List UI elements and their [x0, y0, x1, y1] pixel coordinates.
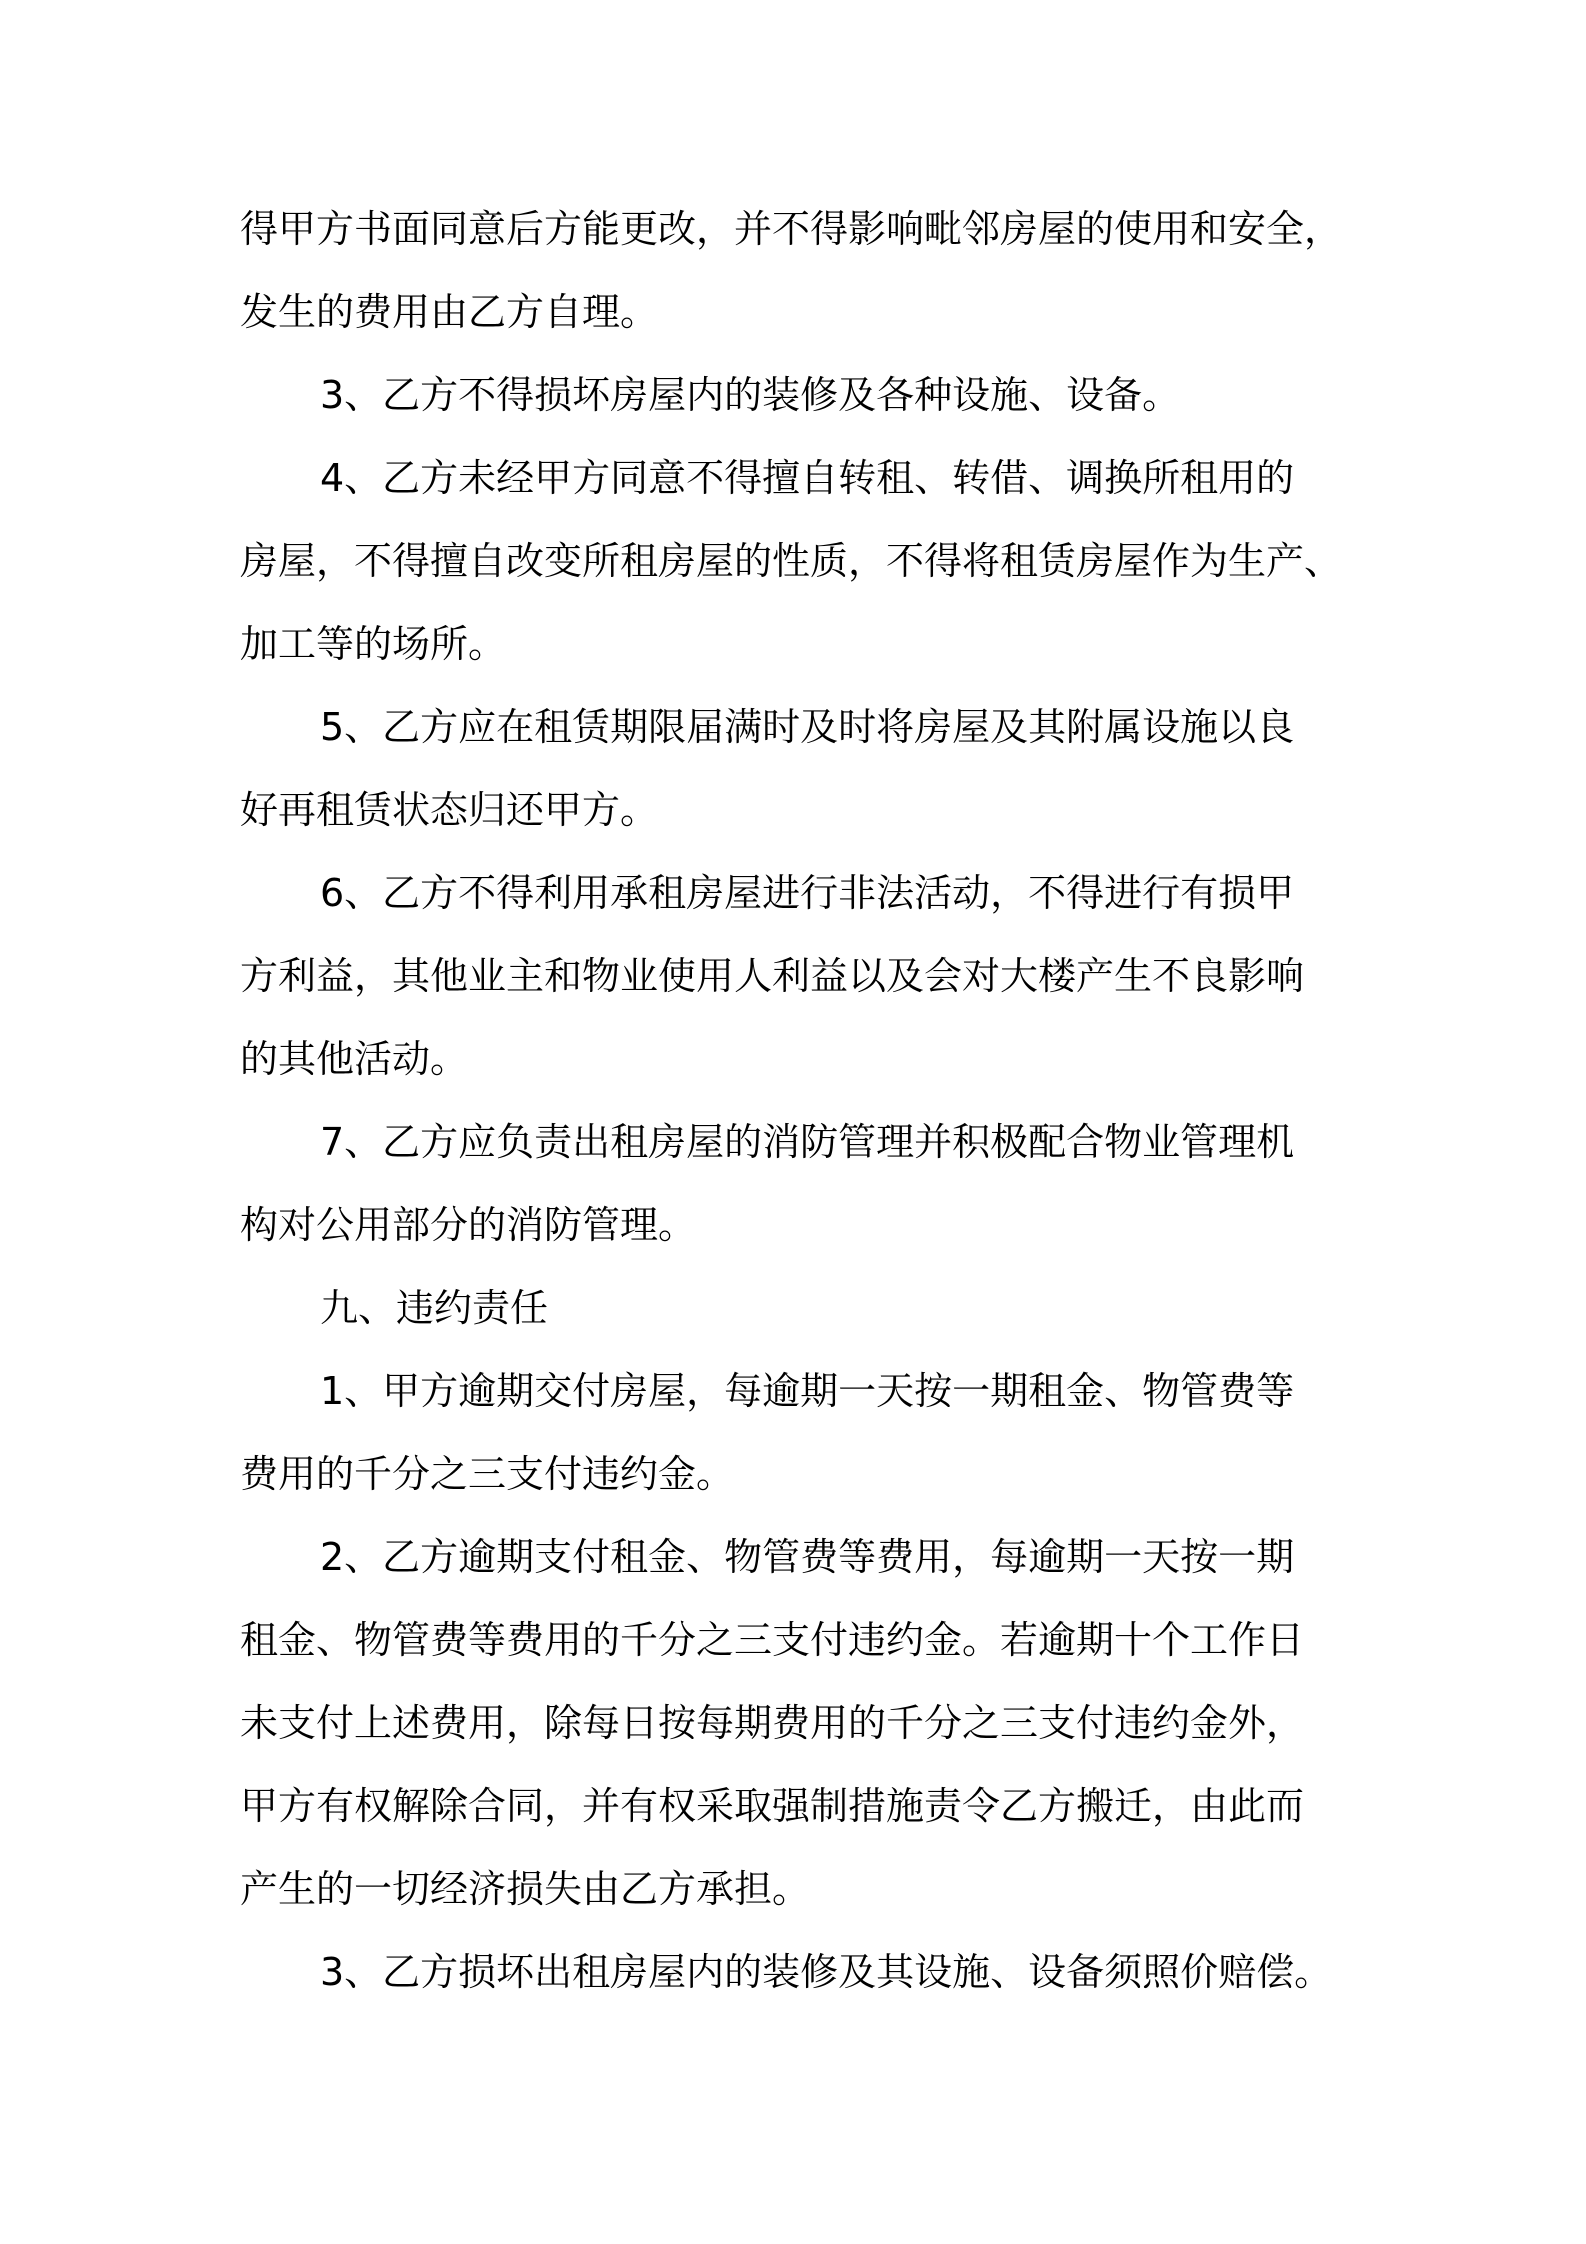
paragraph: [240, 354, 1370, 437]
text-line: 3、乙方不得损坏房屋内的装修及各种设施、设备。: [320, 373, 1181, 417]
text-line: 九、违约责任: [320, 1286, 549, 1330]
text-line: 构对公用部分的消防管理。: [240, 1203, 697, 1247]
text-line: 3、乙方损坏出租房屋内的装修及其设施、设备须照价赔偿。: [320, 1950, 1333, 1994]
text-line: 7、乙方应负责出租房屋的消防管理并积极配合物业管理机: [320, 1120, 1295, 1164]
text-line: 甲方有权解除合同，并有权采取强制措施责令乙方搬迁，由此而: [240, 1784, 1305, 1828]
paragraph: [240, 188, 1370, 354]
text-line: 5、乙方应在租赁期限届满时及时将房屋及其附属设施以良: [320, 705, 1295, 749]
text-line: 6、乙方不得利用承租房屋进行非法活动，不得进行有损甲: [320, 871, 1295, 915]
text-line: 的其他活动。: [240, 1037, 469, 1081]
paragraph: [240, 1101, 1370, 1267]
text-line: 发生的费用由乙方自理。: [240, 290, 659, 334]
text-line: 好再租赁状态归还甲方。: [240, 788, 659, 832]
paragraph: [240, 1931, 1370, 2014]
text-line: 方利益，其他业主和物业使用人利益以及会对大楼产生不良影响: [240, 954, 1305, 998]
paragraph: [240, 1267, 1370, 1350]
paragraph: [240, 852, 1370, 1101]
text-line: 未支付上述费用，除每日按每期费用的千分之三支付违约金外，: [240, 1701, 1305, 1745]
text-line: 房屋，不得擅自改变所租房屋的性质，不得将租赁房屋作为生产、: [240, 539, 1343, 583]
text-line: 加工等的场所。: [240, 622, 507, 666]
text-line: 4、乙方未经甲方同意不得擅自转租、转借、调换所租用的: [320, 456, 1295, 500]
text-line: 2、乙方逾期支付租金、物管费等费用，每逾期一天按一期: [320, 1535, 1295, 1579]
document-body: [240, 188, 1370, 2014]
text-line: 1、甲方逾期交付房屋，每逾期一天按一期租金、物管费等: [320, 1369, 1295, 1413]
text-line: 产生的一切经济损失由乙方承担。: [240, 1867, 811, 1911]
paragraph: [240, 686, 1370, 852]
paragraph: [240, 1350, 1370, 1516]
paragraph: [240, 437, 1370, 686]
text-line: 得甲方书面同意后方能更改，并不得影响毗邻房屋的使用和安全，: [240, 207, 1343, 251]
text-line: 租金、物管费等费用的千分之三支付违约金。若逾期十个工作日: [240, 1618, 1305, 1662]
paragraph: [240, 1516, 1370, 1931]
text-line: 费用的千分之三支付违约金。: [240, 1452, 735, 1496]
